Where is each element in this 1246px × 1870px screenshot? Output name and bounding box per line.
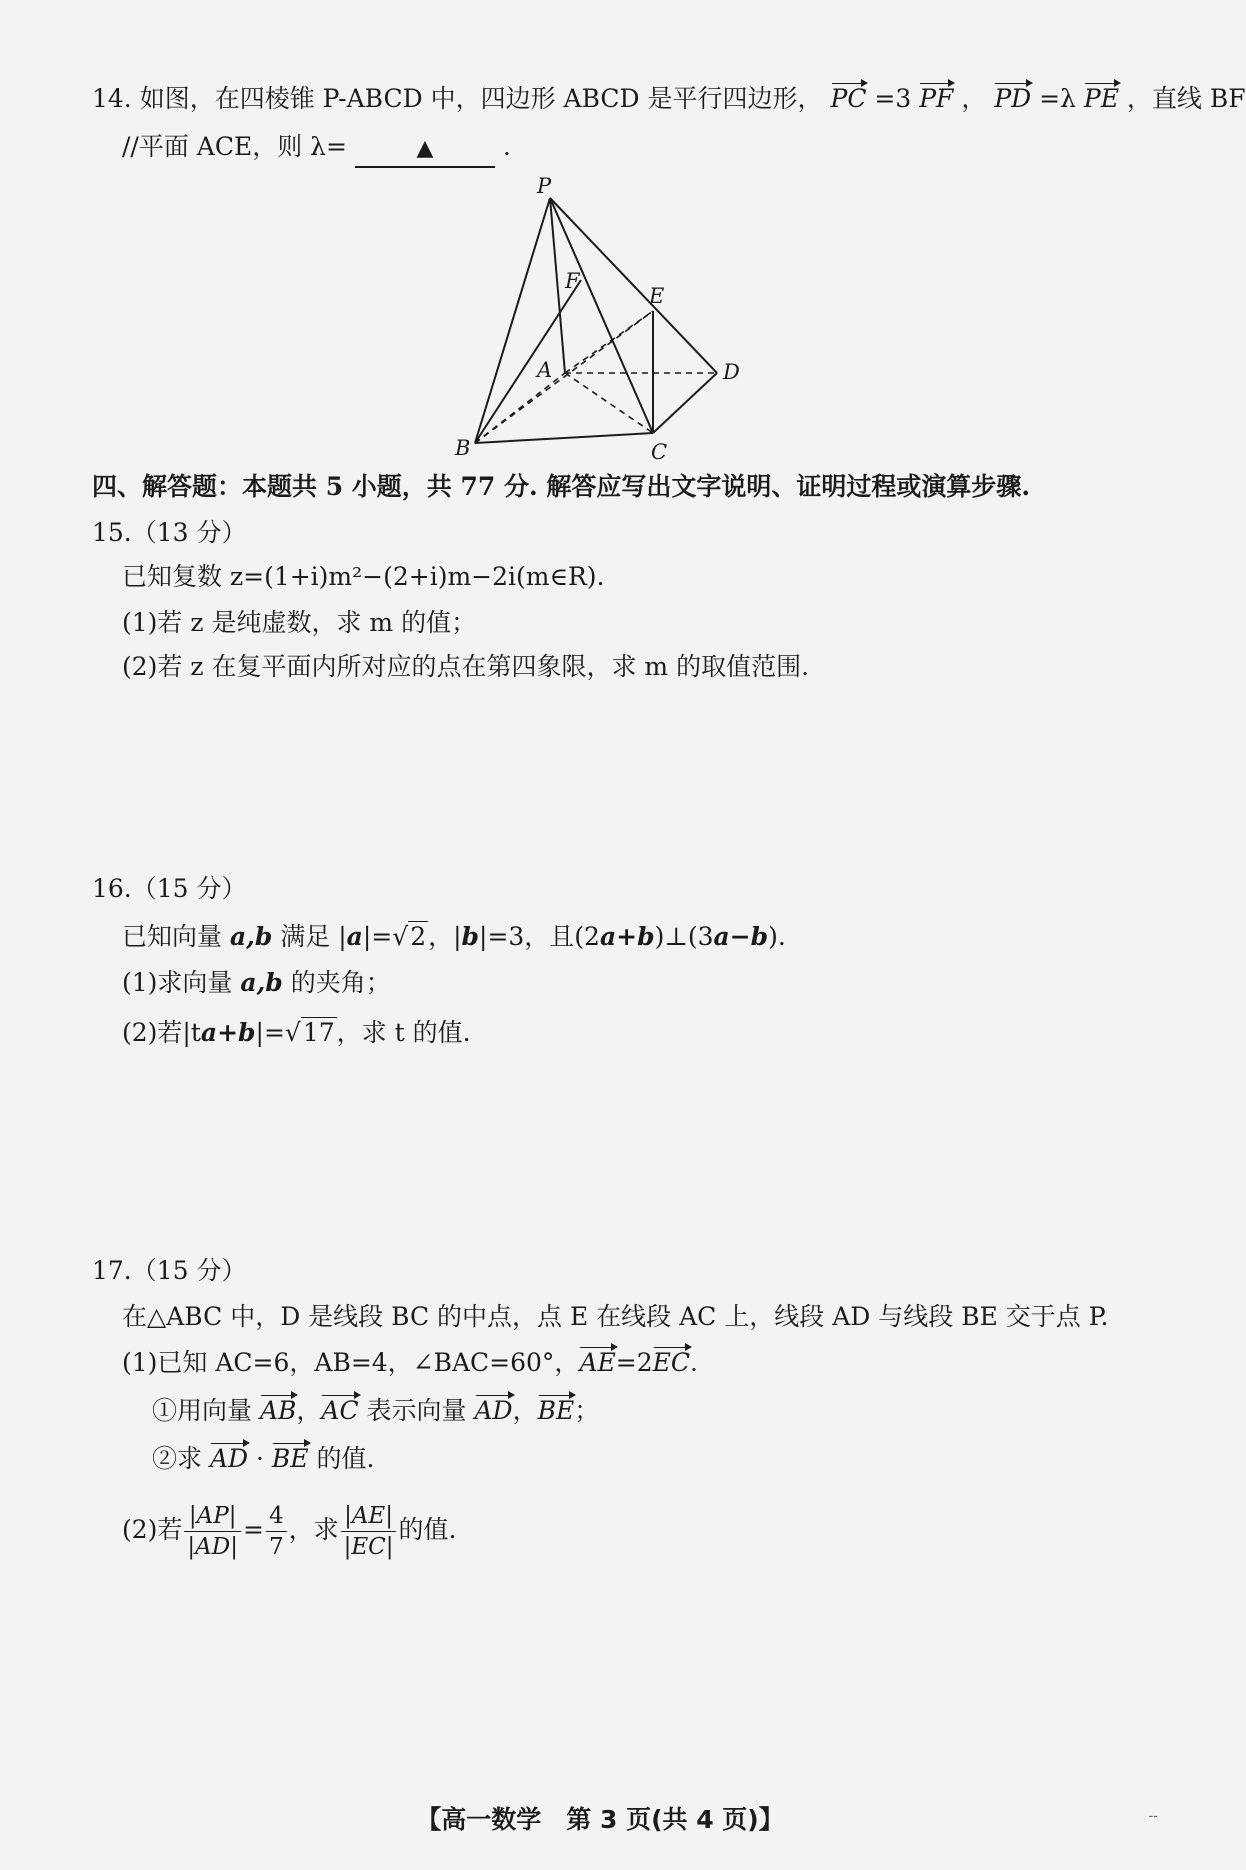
q16-stem-f: ，| [428, 922, 462, 951]
q17-sub2-dot: · [248, 1444, 272, 1473]
q15-part-1: (1)若 z 是纯虚数，求 m 的值； [122, 608, 477, 637]
q17-sub-1 [152, 1394, 599, 1428]
q14-text-2: ，直线 BF [1126, 84, 1246, 113]
q16-part2-c: |= [255, 1018, 285, 1047]
q16-expr-2: a−b [713, 922, 769, 951]
label-p: P [537, 174, 552, 198]
vector-be-2: BE [272, 1442, 309, 1476]
q15-part-2: (2)若 z 在复平面内所对应的点在第四象限，求 m 的取值范围. [122, 652, 810, 681]
vector-ab: AB [260, 1394, 296, 1428]
q16-part1-c: 的夹角； [282, 968, 391, 997]
q16-expr-1: a+b [599, 922, 655, 951]
q16-part-2 [122, 1016, 471, 1050]
q14-number: 14. [92, 84, 132, 113]
vector-ae: AE [579, 1346, 615, 1380]
vector-be: BE [538, 1394, 575, 1428]
fraction-4-7-numerator: 4 [266, 1501, 287, 1532]
label-a: A [537, 358, 553, 382]
q17-sub1-b: 表示向量 [358, 1396, 475, 1425]
q16-part1-a: (1)求向量 [122, 968, 241, 997]
vector-pd: PD [994, 82, 1031, 116]
edge-pb [475, 198, 553, 443]
edge-pa [550, 198, 565, 373]
q14-line-2 [122, 130, 511, 168]
q16-part1-vectors: a,b [240, 968, 283, 997]
q16-stem [122, 920, 786, 954]
fraction-ae-ec [341, 1501, 397, 1562]
q14-comma: ， [961, 84, 987, 113]
label-d: D [723, 360, 740, 384]
q16-part2-d: ，求 t 的值. [336, 1018, 471, 1047]
fraction-4-7-denominator: 7 [268, 1534, 284, 1560]
q16-vector-a: a [346, 922, 363, 951]
q16-part-1 [122, 966, 391, 1000]
q17-part1-eq: =2 [615, 1348, 653, 1377]
q16-stem-l: ). [768, 922, 786, 951]
edge-cd [653, 373, 717, 433]
sqrt-17: √17 [284, 1018, 335, 1047]
fraction-ae-ec-denominator: |EC| [343, 1534, 394, 1560]
edge-ab-dashed [475, 373, 565, 443]
q17-sub2-a: ②求 [152, 1444, 210, 1473]
q14-line-1 [92, 82, 1246, 116]
vector-ad-2: AD [210, 1442, 248, 1476]
vector-ad: AD [475, 1394, 513, 1428]
sqrt-2-radicand: 2 [410, 922, 427, 951]
q16-title: 16.（15 分） [92, 874, 247, 903]
answer-blank [355, 130, 495, 168]
vector-pc: PC [831, 82, 867, 116]
q17-sub1-comma: ， [296, 1396, 322, 1425]
pyramid-figure [455, 174, 755, 464]
q14-text-3: //平面 ACE，则 λ= [122, 132, 347, 161]
q17-sub1-comma2: ， [512, 1396, 538, 1425]
q16-part2-expr: a+b [200, 1018, 256, 1047]
q16-stem-e: |= [362, 922, 393, 951]
fraction-ap-ad-denominator: |AD| [187, 1534, 238, 1560]
vector-pf: PF [919, 82, 953, 116]
fraction-ap-ad [184, 1501, 241, 1562]
sqrt-17-radicand: 17 [302, 1018, 335, 1047]
label-f: F [565, 269, 580, 293]
label-b: B [455, 436, 471, 460]
q16-stem-c: 满足 | [272, 922, 347, 951]
segment-bf [475, 280, 581, 443]
segment-ae-dashed [565, 311, 653, 373]
section-heading: 四、解答题：本题共 5 小题，共 77 分. 解答应写出文字说明、证明过程或演算步骤. [92, 472, 1031, 501]
q17-sub-2 [152, 1442, 374, 1476]
segment-be-dashed [475, 311, 653, 443]
vector-ec: EC [653, 1346, 690, 1380]
q16-stem-j: )⊥(3 [654, 922, 714, 951]
q16-vector-b: b [461, 922, 480, 951]
corner-mark: -- [1148, 1808, 1158, 1824]
vector-pe: PE [1084, 82, 1119, 116]
fraction-ae-ec-numerator: |AE| [341, 1501, 397, 1532]
q17-part-2 [122, 1490, 456, 1570]
q14-eq-2: =λ [1039, 84, 1076, 113]
edge-bc [475, 433, 653, 443]
q16-vectors-ab: a,b [229, 922, 273, 951]
vector-ac: AC [321, 1394, 358, 1428]
q14-eq-1: =3 [874, 84, 912, 113]
triangle-mark-icon: ▲ [416, 136, 434, 161]
q14-period: . [502, 132, 511, 161]
label-c: C [651, 440, 668, 464]
q17-sub1-a: ①用向量 [152, 1396, 260, 1425]
q17-sub2-b: 的值. [308, 1444, 375, 1473]
q17-part2-eq: = [242, 1515, 264, 1544]
q17-part2-a: (2)若 [122, 1515, 183, 1544]
q17-part1-end: . [690, 1348, 698, 1377]
q17-title: 17.（15 分） [92, 1256, 247, 1285]
page-footer: 【高一数学 第 3 页(共 4 页)】 [416, 1805, 784, 1834]
q17-part2-c: 的值. [398, 1515, 457, 1544]
q17-stem: 在△ABC 中，D 是线段 BC 的中点，点 E 在线段 AC 上，线段 AD 与线段 BE 交于点 P. [122, 1302, 1109, 1331]
q17-sub1-end: ； [574, 1396, 600, 1425]
q16-stem-h: |=3，且(2 [479, 922, 600, 951]
q14-text-1: 如图，在四棱锥 P-ABCD 中，四边形 ABCD 是平行四边形， [139, 84, 823, 113]
sqrt-2: √2 [392, 922, 427, 951]
q16-stem-a: 已知向量 [122, 922, 230, 951]
q15-stem: 已知复数 z=(1+i)m²−(2+i)m−2i(m∈R). [122, 562, 605, 591]
q15-title: 15.（13 分） [92, 518, 247, 547]
label-e: E [649, 284, 665, 308]
fraction-4-7 [266, 1501, 287, 1562]
q17-part2-b: ，求 [288, 1515, 339, 1544]
q16-part2-a: (2)若|t [122, 1018, 201, 1047]
q17-part1-a: (1)已知 AC=6，AB=4，∠BAC=60°， [122, 1348, 580, 1377]
q17-part-1 [122, 1346, 698, 1380]
fraction-ap-ad-numerator: |AP| [184, 1501, 241, 1532]
